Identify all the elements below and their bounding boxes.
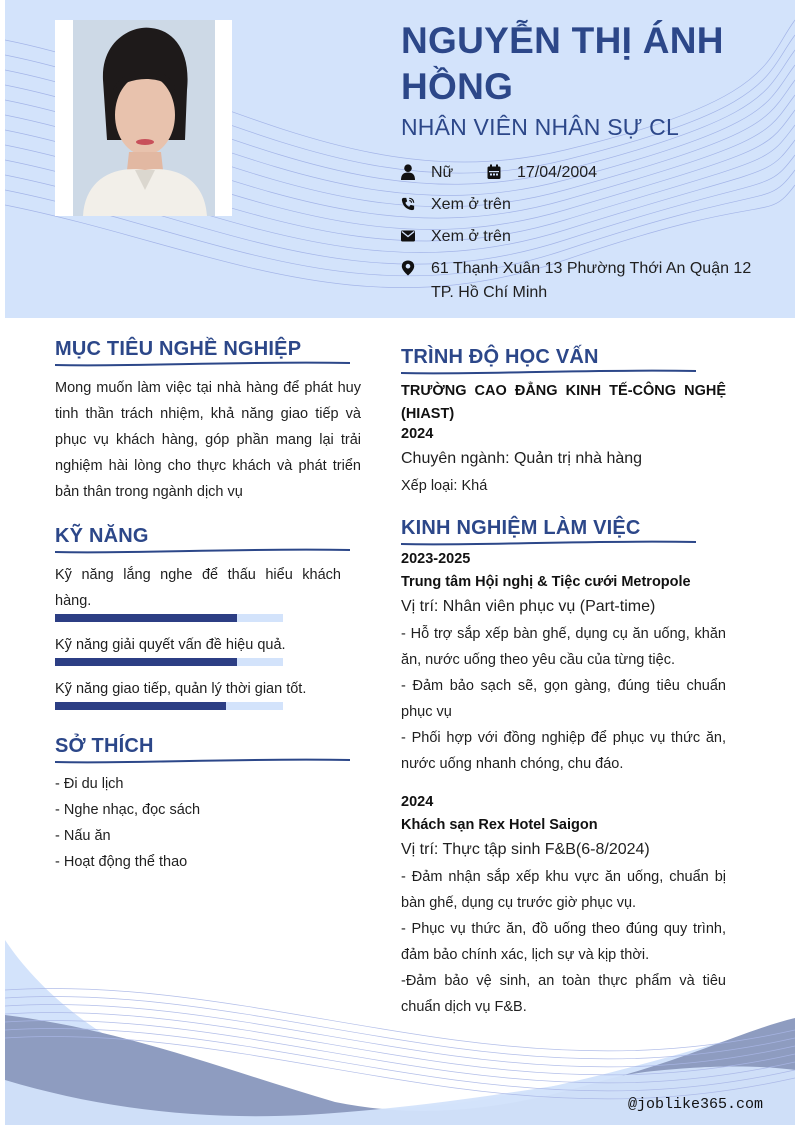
skill-bar: [55, 614, 283, 622]
job-period: 2024: [401, 794, 434, 810]
job-period: 2023-2025: [401, 551, 471, 567]
phone-icon: [401, 196, 415, 212]
job-position: Vị trí: Nhân viên phục vụ (Part-time): [401, 598, 656, 615]
location-pin-icon: [401, 260, 415, 276]
email-value: Xem ở trên: [431, 228, 511, 245]
gender-value: Nữ: [431, 164, 454, 181]
person-icon: [401, 164, 415, 180]
skill-bar-fill: [55, 702, 226, 710]
job-duty: - Đảm bảo sạch sẽ, gọn gàng, đúng tiêu chuẩn phục vụ: [401, 678, 726, 720]
address-row: [401, 257, 771, 305]
mail-icon: [401, 228, 415, 244]
skill-bar: [55, 702, 283, 710]
education-major: Chuyên ngành: Quản trị nhà hàng: [401, 450, 643, 467]
birthdate-value: 17/04/2004: [517, 164, 598, 181]
objective-title: MỤC TIÊU NGHỀ NGHIỆP: [55, 338, 302, 360]
gender-row: [401, 161, 597, 185]
skill-label: Kỹ năng lắng nghe để thấu hiểu khách hàng.: [55, 567, 341, 609]
experience-underline: [401, 539, 696, 547]
calendar-icon: [487, 164, 501, 180]
objective-underline: [55, 360, 350, 368]
skills-title: KỸ NĂNG: [55, 525, 149, 547]
email-row: [401, 225, 771, 249]
job-position: Vị trí: Thực tập sinh F&B(6-8/2024): [401, 841, 650, 858]
header: [5, 0, 795, 318]
education-year: 2024: [401, 426, 434, 442]
hobby-item: - Hoạt động thể thao: [55, 854, 188, 870]
resume-page: [5, 0, 795, 1125]
address-value: 61 Thạnh Xuân 13 Phường Thới An Quận 12 TP. Hồ Chí Minh: [431, 260, 752, 301]
job-duty: - Phối hợp với đồng nghiệp để phục vụ thức ăn, nước uống nhanh chóng, chu đáo.: [401, 730, 726, 772]
hobby-item: - Nghe nhạc, đọc sách: [55, 802, 201, 818]
hobby-item: - Đi du lịch: [55, 776, 124, 792]
job-title: NHÂN VIÊN NHÂN SỰ CL: [401, 114, 679, 140]
skill-label: Kỹ năng giao tiếp, quản lý thời gian tốt.: [55, 681, 307, 697]
watermark-text: @joblike365.com: [628, 1096, 764, 1113]
hobby-item: - Nấu ăn: [55, 828, 111, 844]
skill-bar-fill: [55, 614, 237, 622]
phone-value: Xem ở trên: [431, 196, 511, 213]
phone-row: [401, 193, 771, 217]
job-duty: - Hỗ trợ sắp xếp bàn ghế, dụng cụ ăn uống, khăn ăn, nước uống theo yêu cầu của từng tiệc.: [401, 626, 726, 668]
job-duty: -Đảm bảo vệ sinh, an toàn thực phẩm và tiêu chuẩn dịch vụ F&B.: [401, 973, 726, 1015]
candidate-name: NGUYỄN THỊ ÁNH HỒNG: [401, 20, 724, 107]
job-duty: - Phục vụ thức ăn, đồ uống theo đúng quy trình, đảm bảo chính xác, lịch sự và kịp thời.: [401, 921, 726, 963]
skills-underline: [55, 547, 350, 555]
education-title: TRÌNH ĐỘ HỌC VẤN: [401, 346, 599, 368]
experience-title: KINH NGHIỆM LÀM VIỆC: [401, 517, 641, 539]
skill-label: Kỹ năng giải quyết vấn đề hiệu quả.: [55, 637, 286, 653]
school-name: TRƯỜNG CAO ĐẲNG KINH TẾ-CÔNG NGHỆ (HIAST): [401, 383, 726, 422]
skill-bar-fill: [55, 658, 237, 666]
skill-bar: [55, 658, 283, 666]
job-company: Trung tâm Hội nghị & Tiệc cưới Metropole: [401, 574, 691, 590]
job-company: Khách sạn Rex Hotel Saigon: [401, 817, 598, 833]
objective-text: Mong muốn làm việc tại nhà hàng để phát huy tinh thần trách nhiệm, khả năng giao tiếp và phục vụ khách hàng, góp phần mang lại trải nghiệm hài lòng cho thực khách và phát triển bản thân trong ngành dịch vụ: [55, 380, 361, 500]
hobbies-title: SỞ THÍCH: [55, 735, 154, 757]
profile-photo-frame: [55, 20, 232, 216]
education-underline: [401, 368, 696, 376]
job-duty: - Đảm nhận sắp xếp khu vực ăn uống, chuẩn bị bàn ghế, dụng cụ trước giờ phục vụ.: [401, 869, 726, 911]
profile-photo: [73, 20, 215, 216]
hobbies-underline: [55, 757, 350, 765]
education-grade: Xếp loại: Khá: [401, 478, 488, 494]
